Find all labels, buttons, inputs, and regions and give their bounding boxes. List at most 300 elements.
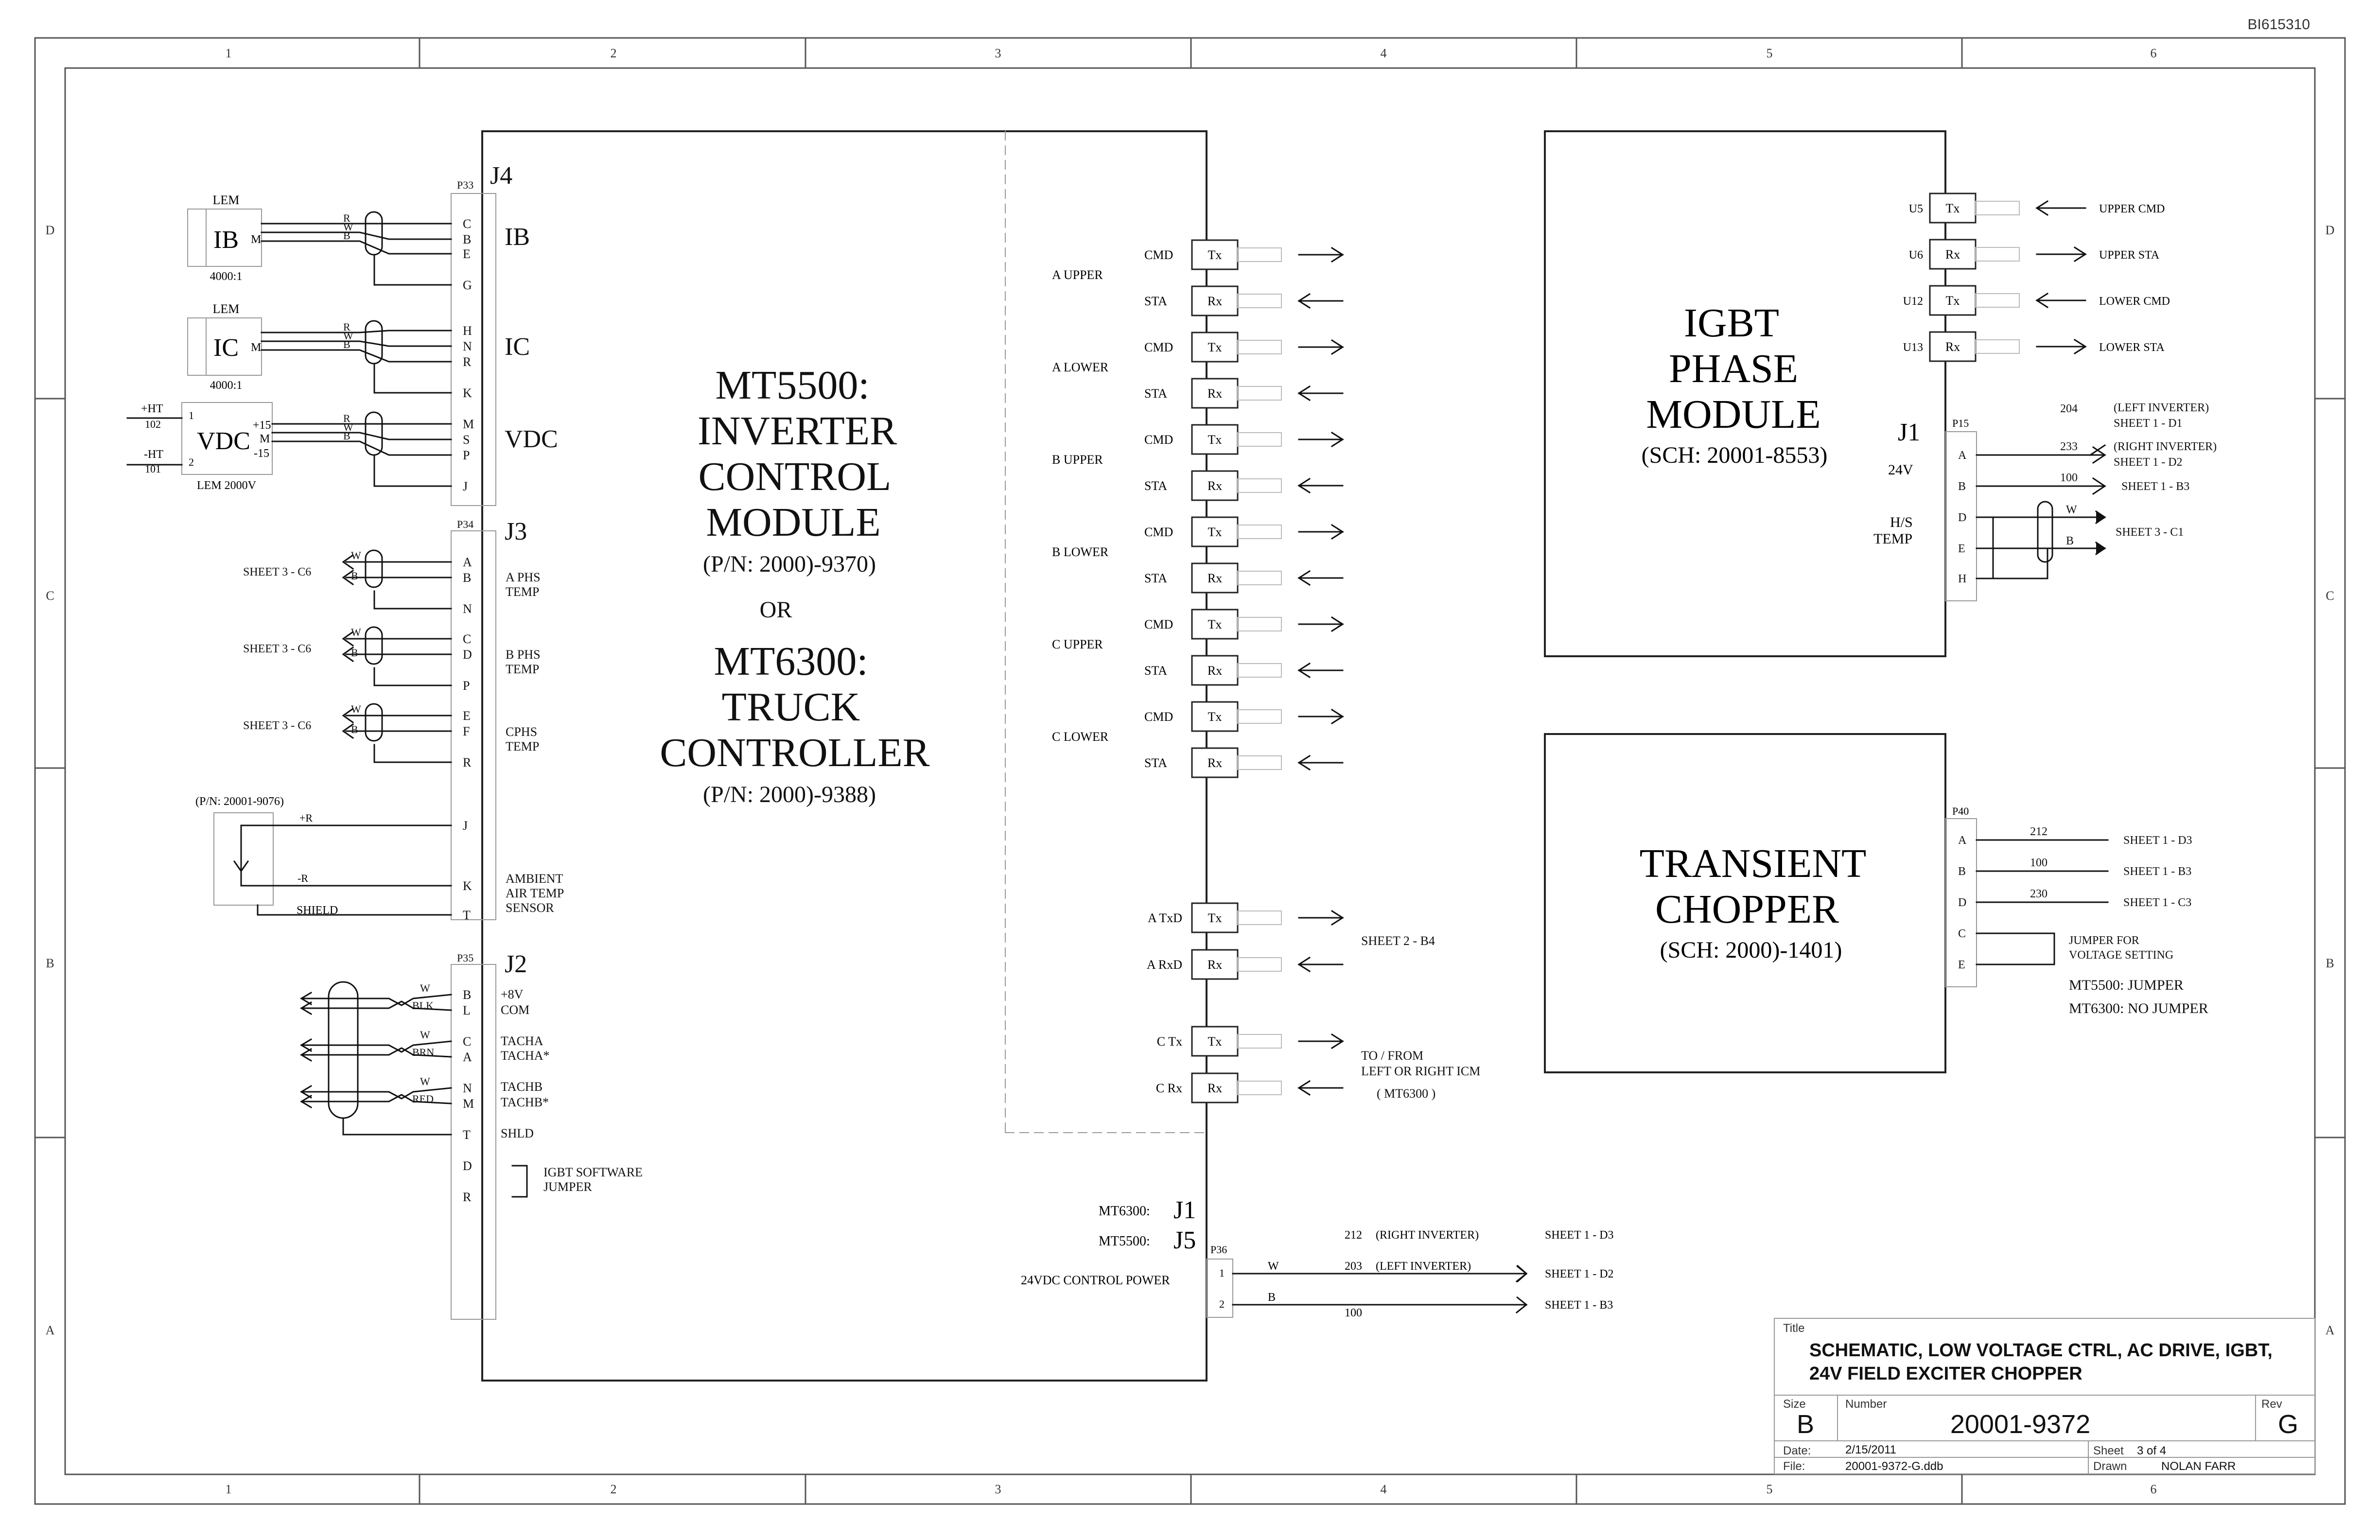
lem-wire-color-0-0: R bbox=[343, 212, 350, 224]
ib-signal: IB bbox=[505, 223, 530, 251]
j4-pin-g: G bbox=[463, 278, 472, 292]
zone-row-c-right: C bbox=[2326, 589, 2334, 603]
lem-wire-1-0 bbox=[262, 331, 451, 332]
ambient-air-sensor bbox=[195, 795, 451, 917]
j4-pin-k: K bbox=[463, 386, 472, 400]
ambient-pn: (P/N: 20001-9076) bbox=[195, 795, 284, 808]
serial-conn-3 bbox=[1238, 1081, 1281, 1095]
power-j1: J1 bbox=[1173, 1196, 1196, 1224]
j4-label: J4 bbox=[490, 162, 513, 190]
tach-w-label-1: W bbox=[420, 1029, 430, 1041]
power-ref-d2: SHEET 1 - D2 bbox=[1545, 1268, 1614, 1280]
lem-ib-name: IB bbox=[213, 226, 239, 254]
chopper-jumper-2: VOLTAGE SETTING bbox=[2069, 949, 2174, 962]
tach-w-label-0: W bbox=[420, 982, 430, 994]
chopper-pin-c: C bbox=[1958, 928, 1966, 940]
zone-col-6: 6 bbox=[2150, 46, 2157, 60]
fiber-box-label-5-0: Tx bbox=[1208, 710, 1222, 724]
main-title-line5: MT6300: bbox=[714, 639, 868, 684]
j2-pin-c: C bbox=[463, 1034, 472, 1049]
j4-pin-c: C bbox=[463, 217, 472, 231]
tachb-label: TACHB bbox=[501, 1080, 543, 1094]
p35-label: P35 bbox=[457, 952, 474, 964]
fiber-sig-2-0: CMD bbox=[1144, 433, 1173, 447]
ambient-plus-r: +R bbox=[299, 812, 313, 824]
igbt-j1-pins bbox=[1958, 449, 1967, 585]
ht-pos-num: 102 bbox=[145, 418, 161, 430]
zone-col-4-bottom: 4 bbox=[1380, 1482, 1387, 1496]
ambient-label-1: AMBIENT bbox=[506, 872, 563, 886]
chopper-pin-d: D bbox=[1958, 896, 1967, 909]
fiber-conn-2-0 bbox=[1238, 433, 1281, 446]
lem-cables bbox=[262, 212, 451, 486]
bphs-sheet-ref: SHEET 3 - C6 bbox=[243, 643, 312, 655]
fiber-box-label-2-0: Tx bbox=[1208, 433, 1222, 447]
chopper-title-2: CHOPPER bbox=[1655, 887, 1839, 932]
power-pin2: 2 bbox=[1219, 1298, 1225, 1310]
j4-pin-n: N bbox=[463, 339, 472, 353]
sheet-border bbox=[35, 38, 2345, 1504]
igbt-pin-b: B bbox=[1958, 480, 1966, 493]
igbt-right-inv-2: SHEET 1 - D2 bbox=[2114, 456, 2183, 469]
j3-pin-a: A bbox=[463, 555, 472, 569]
chopper-pin-b: B bbox=[1958, 865, 1966, 878]
lem-wire-color-2-2: B bbox=[343, 430, 350, 442]
igbt-fiber-ports bbox=[1903, 193, 2170, 361]
fiber-conn-5-0 bbox=[1238, 710, 1281, 723]
j3-pin-k: K bbox=[463, 879, 472, 893]
chopper-ref-d3: SHEET 1 - D3 bbox=[2123, 834, 2192, 847]
fiber-conn-4-0 bbox=[1238, 617, 1281, 631]
fiber-sig-4-0: CMD bbox=[1144, 617, 1173, 631]
igbt-title-2: PHASE bbox=[1668, 346, 1799, 391]
fiber-conn-0-0 bbox=[1238, 248, 1281, 262]
power-label: 24VDC CONTROL POWER bbox=[1021, 1273, 1170, 1287]
phase-temp-cables bbox=[343, 549, 451, 762]
fiber-optic-ports bbox=[1052, 240, 1343, 777]
zone-row-c: C bbox=[46, 589, 54, 603]
number-value: 20001-9372 bbox=[1950, 1410, 2091, 1439]
lem-wire-2-1 bbox=[272, 433, 451, 439]
igbt-pin-a: A bbox=[1958, 449, 1967, 462]
igbt-fiber-box-label-0: Tx bbox=[1945, 201, 1960, 215]
shld-label: SHLD bbox=[501, 1126, 534, 1140]
serial-sheet-ref: SHEET 2 - B4 bbox=[1361, 934, 1435, 948]
chopper-refs bbox=[2030, 825, 2208, 1016]
j2-pin-r: R bbox=[463, 1190, 472, 1204]
lem-ic-title: LEM bbox=[212, 302, 240, 316]
zone-labels bbox=[46, 46, 2335, 1496]
lem-shield-drain-1 bbox=[374, 364, 451, 393]
power-b: B bbox=[1268, 1291, 1276, 1304]
tach-color-label-2: RED bbox=[412, 1093, 434, 1105]
com-label: COM bbox=[501, 1003, 530, 1017]
power-right-inv: (RIGHT INVERTER) bbox=[1376, 1229, 1479, 1242]
serial-conn-2 bbox=[1238, 1034, 1281, 1048]
lem-cable-labels bbox=[343, 212, 353, 442]
ht-neg-label: -HT bbox=[144, 448, 163, 461]
main-title-line1: MT5500: bbox=[715, 363, 870, 408]
number-label: Number bbox=[1845, 1398, 1887, 1411]
j2-pin-a: A bbox=[463, 1050, 472, 1064]
igbt-hs-1: H/S bbox=[1890, 514, 1913, 530]
fiber-box-label-2-1: Rx bbox=[1207, 479, 1223, 493]
main-title-line4: MODULE bbox=[706, 500, 881, 545]
connector-strips bbox=[451, 193, 496, 1319]
j3-pin-n: N bbox=[463, 602, 472, 616]
drawn-label: Drawn bbox=[2093, 1460, 2127, 1473]
igbt-fiber-conn-3 bbox=[1976, 340, 2019, 353]
fiber-sig-5-1: STA bbox=[1144, 756, 1168, 770]
zone-row-d-right: D bbox=[2325, 223, 2335, 237]
igbt-w204: 204 bbox=[2060, 402, 2078, 415]
igbt-p15: P15 bbox=[1952, 417, 1969, 429]
v8-label: +8V bbox=[501, 987, 524, 1001]
fiber-sig-3-0: CMD bbox=[1144, 525, 1173, 539]
ht-pos-label: +HT bbox=[141, 402, 163, 415]
j2-signal-labels bbox=[501, 987, 643, 1194]
temp-shield-1 bbox=[366, 627, 382, 664]
zone-col-1-bottom: 1 bbox=[225, 1482, 232, 1496]
title-line-2: 24V FIELD EXCITER CHOPPER bbox=[1809, 1364, 2082, 1384]
ht-neg-num: 101 bbox=[145, 463, 161, 475]
lem-vdc-pin1: 1 bbox=[189, 409, 194, 421]
serial-to-from: TO / FROM bbox=[1361, 1049, 1424, 1063]
serial-box-label-2: Tx bbox=[1208, 1034, 1222, 1049]
cphs-sheet-ref: SHEET 3 - C6 bbox=[243, 719, 312, 732]
tachan-label: TACHA* bbox=[501, 1049, 550, 1063]
igbt-title-3: MODULE bbox=[1646, 392, 1821, 437]
temp-drain-1 bbox=[374, 668, 451, 685]
igbt-fiber-u-3: U13 bbox=[1903, 341, 1923, 354]
serial-ports bbox=[1147, 903, 1343, 1102]
fiber-sig-2-1: STA bbox=[1144, 479, 1168, 493]
title-label: Title bbox=[1783, 1322, 1805, 1335]
zone-col-5-bottom: 5 bbox=[1766, 1482, 1773, 1496]
lem-wire-color-0-1: W bbox=[343, 221, 353, 233]
cphs-label-2: TEMP bbox=[506, 739, 540, 753]
j4-pin-m: M bbox=[463, 417, 474, 431]
fiber-group-label-3: B LOWER bbox=[1052, 545, 1109, 559]
igbt-j1: J1 bbox=[1898, 419, 1921, 446]
temp-w-label-2: W bbox=[351, 703, 361, 715]
igbt-fiber-label-0: UPPER CMD bbox=[2099, 203, 2165, 215]
drawn-value: NOLAN FARR bbox=[2161, 1460, 2236, 1473]
serial-sig-0: A TxD bbox=[1147, 911, 1182, 925]
power-j5: J5 bbox=[1173, 1226, 1196, 1254]
lem-vdc-pin2: 2 bbox=[189, 456, 194, 468]
j3-pin-t: T bbox=[463, 908, 471, 922]
lem-vdc-p15: +15 bbox=[253, 419, 271, 432]
chopper-jumper-1: JUMPER FOR bbox=[2069, 934, 2139, 947]
size-value: B bbox=[1797, 1410, 1815, 1439]
fiber-group-label-5: C LOWER bbox=[1052, 730, 1109, 744]
j3-pin-c: C bbox=[463, 632, 472, 646]
lem-vdc-sensor bbox=[127, 402, 272, 492]
igbt-sw-label-2: JUMPER bbox=[543, 1180, 592, 1194]
igbt-fiber-label-2: LOWER CMD bbox=[2099, 295, 2170, 308]
p33-label: P33 bbox=[457, 179, 474, 191]
serial-box-label-3: Rx bbox=[1207, 1081, 1223, 1095]
sheet-label: Sheet bbox=[2093, 1444, 2124, 1457]
fiber-box-label-1-0: Tx bbox=[1208, 340, 1222, 354]
chopper-w212: 212 bbox=[2030, 825, 2048, 838]
lem-vdc-name: VDC bbox=[197, 427, 250, 455]
p34-label: P34 bbox=[457, 518, 474, 530]
lem-ic-name: IC bbox=[213, 334, 239, 362]
temp-shield-2 bbox=[366, 704, 382, 741]
fiber-box-label-5-1: Rx bbox=[1207, 756, 1223, 770]
igbt-hs-2: TEMP bbox=[1873, 531, 1913, 547]
temp-b-label-0: B bbox=[351, 570, 358, 582]
igbt-left-inv-1: (LEFT INVERTER) bbox=[2114, 402, 2209, 414]
igbt-fiber-label-3: LOWER STA bbox=[2099, 341, 2165, 354]
fiber-conn-5-1 bbox=[1238, 756, 1281, 770]
temp-drain-2 bbox=[374, 745, 451, 762]
tachbn-label: TACHB* bbox=[501, 1095, 549, 1109]
lem-shield-0 bbox=[366, 212, 382, 255]
igbt-fiber-conn-2 bbox=[1976, 294, 2019, 307]
lem-shield-drain-0 bbox=[374, 255, 451, 285]
zone-row-b: B bbox=[46, 956, 54, 970]
igbt-j1-refs bbox=[2060, 402, 2217, 547]
lem-ic-sensor bbox=[188, 302, 262, 392]
j2-pins bbox=[463, 988, 474, 1204]
j2-pin-n: N bbox=[463, 1081, 472, 1095]
igbt-left-inv-2: SHEET 1 - D1 bbox=[2114, 417, 2183, 430]
lem-vdc-n15: -15 bbox=[254, 447, 269, 460]
j3-pins bbox=[463, 555, 472, 922]
j2-pin-b: B bbox=[463, 988, 472, 1002]
fiber-conn-2-1 bbox=[1238, 479, 1281, 492]
fiber-conn-0-1 bbox=[1238, 294, 1281, 308]
chopper-w100: 100 bbox=[2030, 857, 2048, 869]
rev-label: Rev bbox=[2261, 1398, 2282, 1411]
j3-label: J3 bbox=[505, 518, 527, 545]
bphs-label-2: TEMP bbox=[506, 662, 540, 676]
igbt-w233: 233 bbox=[2060, 440, 2078, 453]
main-title-line7: CONTROLLER bbox=[660, 730, 930, 775]
vdc-signal: VDC bbox=[505, 425, 558, 453]
fiber-conn-1-1 bbox=[1238, 386, 1281, 400]
bphs-label-1: B PHS bbox=[506, 648, 541, 662]
j2-pin-d: D bbox=[463, 1159, 472, 1173]
igbt-fiber-label-1: UPPER STA bbox=[2099, 249, 2160, 262]
tacha-label: TACHA bbox=[501, 1034, 543, 1048]
igbt-fiber-box-label-3: Rx bbox=[1945, 340, 1960, 354]
file-value: 20001-9372-G.ddb bbox=[1845, 1460, 1943, 1473]
chopper-mt5500: MT5500: JUMPER bbox=[2069, 977, 2184, 993]
aphs-label-1: A PHS bbox=[506, 570, 541, 584]
fiber-box-label-0-1: Rx bbox=[1207, 294, 1223, 308]
zone-col-3: 3 bbox=[995, 46, 1001, 60]
file-label: File: bbox=[1783, 1460, 1805, 1473]
lem-wire-color-2-0: R bbox=[343, 412, 350, 424]
j3-pin-r: R bbox=[463, 755, 472, 770]
control-power-section bbox=[1021, 1196, 1614, 1319]
j4-pin-s: S bbox=[463, 433, 470, 447]
igbt-w: W bbox=[2066, 504, 2077, 516]
size-label: Size bbox=[1783, 1398, 1806, 1411]
fiber-sig-3-1: STA bbox=[1144, 571, 1168, 585]
main-pn1: (P/N: 2000)-9370) bbox=[703, 551, 876, 577]
aphs-label-2: TEMP bbox=[506, 585, 540, 599]
zone-col-4: 4 bbox=[1380, 46, 1387, 60]
power-w203: 203 bbox=[1345, 1260, 1362, 1273]
fiber-conn-3-1 bbox=[1238, 571, 1281, 585]
chopper-p40: P40 bbox=[1952, 805, 1969, 817]
igbt-24v: 24V bbox=[1888, 462, 1913, 478]
j2-pin-t: T bbox=[463, 1128, 471, 1142]
fiber-group-label-0: A UPPER bbox=[1052, 268, 1103, 282]
j3-pin-b: B bbox=[463, 571, 472, 585]
tach-color-label-1: BRN bbox=[412, 1046, 435, 1058]
power-p36: P36 bbox=[1210, 1243, 1227, 1256]
fiber-box-label-3-0: Tx bbox=[1208, 525, 1222, 539]
serial-mt6300: ( MT6300 ) bbox=[1377, 1086, 1436, 1101]
temp-b-label-1: B bbox=[351, 647, 358, 659]
lem-wire-0-2 bbox=[262, 241, 451, 254]
temp-drain-0 bbox=[374, 591, 451, 609]
j2-pin-l: L bbox=[463, 1003, 471, 1017]
fiber-box-label-4-0: Tx bbox=[1208, 617, 1222, 631]
lem-wire-color-1-1: W bbox=[343, 330, 353, 342]
j4-pin-p: P bbox=[463, 448, 470, 462]
fiber-sig-4-1: STA bbox=[1144, 664, 1168, 678]
fiber-conn-1-0 bbox=[1238, 340, 1281, 354]
ambient-sensor-symbol bbox=[234, 846, 248, 871]
igbt-fiber-u-1: U6 bbox=[1908, 249, 1923, 262]
fiber-conn-3-0 bbox=[1238, 525, 1281, 539]
igbt-software-jumper bbox=[512, 1166, 527, 1197]
igbt-fiber-box-label-1: Rx bbox=[1945, 247, 1960, 262]
fiber-group-label-2: B UPPER bbox=[1052, 453, 1103, 467]
fiber-box-label-3-1: Rx bbox=[1207, 571, 1223, 585]
main-pn2: (P/N: 2000)-9388) bbox=[703, 782, 876, 807]
fiber-sig-0-1: STA bbox=[1144, 294, 1168, 308]
igbt-sw-label-1: IGBT SOFTWARE bbox=[543, 1165, 643, 1179]
zone-col-6-bottom: 6 bbox=[2150, 1482, 2157, 1496]
igbt-fiber-u-0: U5 bbox=[1908, 203, 1923, 215]
igbt-pin-h: H bbox=[1958, 573, 1967, 585]
title-block bbox=[1774, 1318, 2315, 1474]
aphs-sheet-ref: SHEET 3 - C6 bbox=[243, 566, 312, 578]
lem-ic-m: M bbox=[251, 341, 262, 354]
transient-chopper bbox=[1545, 734, 1977, 1072]
power-left-inv: (LEFT INVERTER) bbox=[1376, 1260, 1471, 1273]
chopper-ref-c3: SHEET 1 - C3 bbox=[2123, 896, 2192, 909]
tach-color-label-0: BLK bbox=[412, 999, 434, 1012]
serial-box-label-1: Rx bbox=[1207, 958, 1223, 972]
power-w212: 212 bbox=[1345, 1229, 1362, 1242]
fiber-sig-1-1: STA bbox=[1144, 386, 1168, 401]
power-mt5500: MT5500: bbox=[1099, 1234, 1150, 1249]
power-w100: 100 bbox=[1345, 1307, 1362, 1319]
ambient-label-3: SENSOR bbox=[506, 901, 554, 915]
fiber-sig-5-0: CMD bbox=[1144, 710, 1173, 724]
date-value: 2/15/2011 bbox=[1845, 1443, 1896, 1456]
serial-box-label-0: Tx bbox=[1208, 911, 1222, 925]
zone-dividers bbox=[35, 38, 2345, 1504]
j3-pin-p: P bbox=[463, 679, 470, 693]
j4-pins bbox=[463, 217, 474, 493]
fiber-group-label-1: A LOWER bbox=[1052, 360, 1109, 374]
lem-vdc-m: M bbox=[260, 433, 270, 445]
igbt-w100: 100 bbox=[2060, 472, 2078, 484]
zone-col-2-bottom: 2 bbox=[610, 1482, 617, 1496]
chopper-pins bbox=[1958, 834, 1967, 971]
tach-w-label-2: W bbox=[420, 1075, 430, 1087]
j2-label: J2 bbox=[505, 950, 527, 978]
lem-ib-title: LEM bbox=[212, 193, 240, 207]
serial-left-right: LEFT OR RIGHT ICM bbox=[1361, 1064, 1481, 1078]
ambient-shield: SHIELD bbox=[297, 904, 338, 917]
fiber-box-label-1-1: Rx bbox=[1207, 386, 1223, 401]
ic-signal: IC bbox=[505, 333, 530, 361]
power-w: W bbox=[1268, 1260, 1279, 1273]
fiber-sig-1-0: CMD bbox=[1144, 340, 1173, 354]
lem-shield-drain-2 bbox=[374, 455, 451, 486]
lem-ic-ratio: 4000:1 bbox=[210, 379, 243, 392]
igbt-fiber-conn-0 bbox=[1976, 201, 2019, 215]
lem-wire-color-0-2: B bbox=[343, 229, 350, 242]
lem-wire-color-1-2: B bbox=[343, 338, 350, 350]
main-module-title bbox=[660, 363, 929, 807]
lem-wire-1-1 bbox=[262, 341, 451, 346]
zone-col-1: 1 bbox=[225, 46, 232, 60]
zone-row-b-right: B bbox=[2326, 956, 2334, 970]
document-id: BI615310 bbox=[2247, 17, 2310, 33]
chopper-w230: 230 bbox=[2030, 888, 2048, 900]
temp-b-label-2: B bbox=[351, 723, 358, 735]
serial-notes bbox=[1361, 934, 1480, 1101]
serial-sig-3: C Rx bbox=[1155, 1081, 1182, 1095]
main-or: OR bbox=[759, 597, 792, 623]
igbt-fiber-u-2: U12 bbox=[1903, 295, 1923, 308]
fiber-box-label-4-1: Rx bbox=[1207, 664, 1223, 678]
lem-wire-0-1 bbox=[262, 232, 451, 239]
serial-sig-1: A RxD bbox=[1147, 958, 1182, 972]
tach-shield bbox=[329, 982, 358, 1118]
zone-col-2: 2 bbox=[610, 46, 617, 60]
main-title-line2: INVERTER bbox=[697, 408, 897, 454]
lem-wire-color-1-0: R bbox=[343, 321, 350, 333]
fiber-box-label-0-0: Tx bbox=[1208, 248, 1222, 262]
lem-wire-color-2-1: W bbox=[343, 421, 353, 433]
main-title-line3: CONTROL bbox=[698, 454, 892, 499]
zone-row-a-right: A bbox=[2325, 1323, 2335, 1337]
igbt-pin-d: D bbox=[1958, 511, 1967, 524]
igbt-ref-c1: SHEET 3 - C1 bbox=[2116, 526, 2184, 539]
igbt-fiber-box-label-2: Tx bbox=[1945, 294, 1960, 308]
j4-pin-j: J bbox=[463, 479, 468, 493]
j3-pin-e: E bbox=[463, 709, 471, 723]
fiber-group-label-4: C UPPER bbox=[1052, 637, 1103, 651]
igbt-b: B bbox=[2066, 535, 2074, 547]
chopper-sch: (SCH: 2000)-1401) bbox=[1660, 937, 1842, 963]
chopper-pin-a: A bbox=[1958, 834, 1967, 847]
j2-pin-m: M bbox=[463, 1097, 474, 1111]
lem-vdc-model: LEM 2000V bbox=[197, 479, 256, 492]
temp-w-label-1: W bbox=[351, 626, 361, 638]
power-mt6300: MT6300: bbox=[1099, 1204, 1150, 1219]
igbt-right-inv-1: (RIGHT INVERTER) bbox=[2114, 440, 2217, 453]
chopper-pin-e: E bbox=[1958, 959, 1965, 971]
zone-col-5: 5 bbox=[1766, 46, 1773, 60]
power-ref-d3: SHEET 1 - D3 bbox=[1545, 1229, 1614, 1242]
chopper-mt6300: MT6300: NO JUMPER bbox=[2069, 1000, 2208, 1016]
igbt-title-1: IGBT bbox=[1684, 300, 1779, 346]
